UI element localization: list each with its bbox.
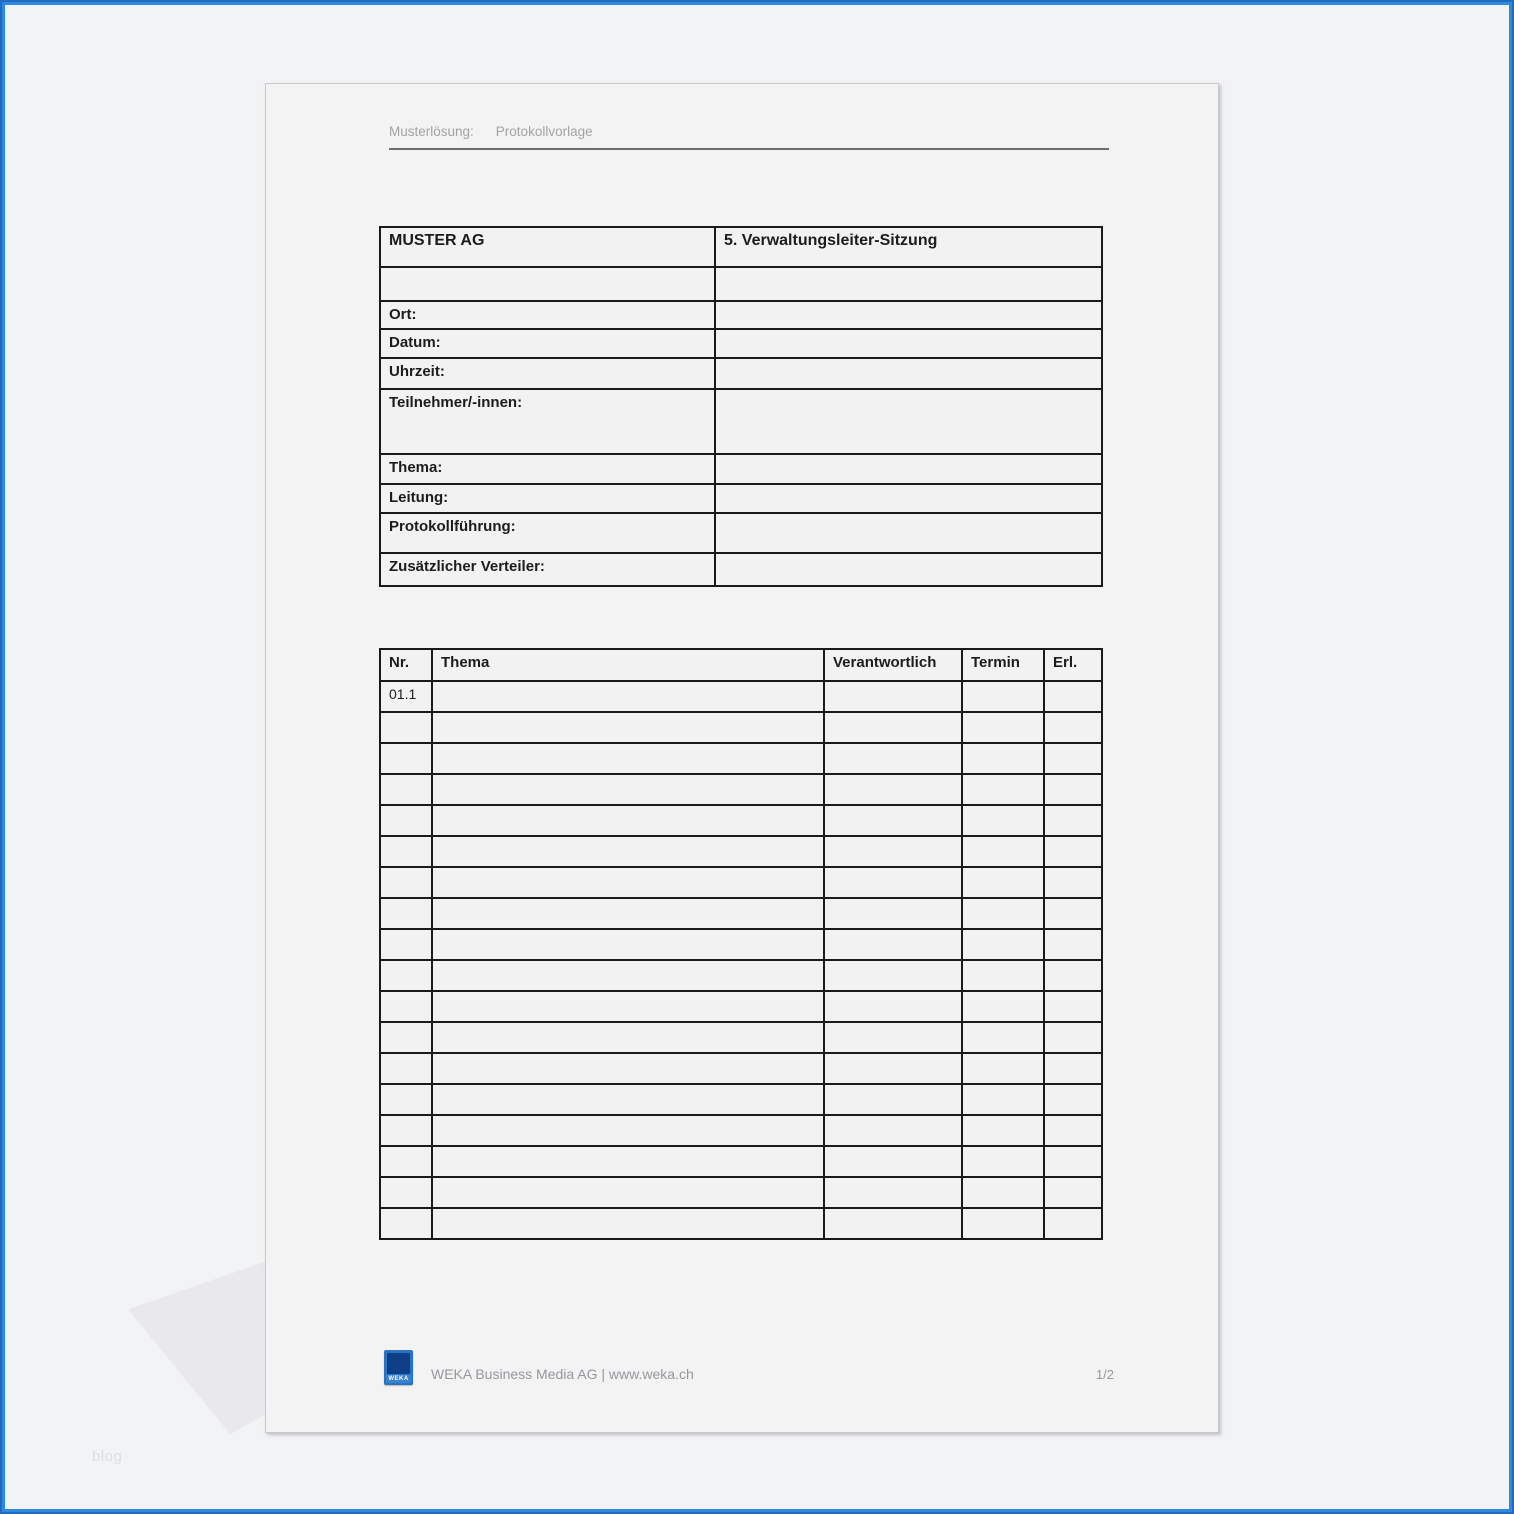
agenda-cell (824, 991, 962, 1022)
agenda-table (379, 648, 1103, 1240)
agenda-cell (432, 681, 824, 712)
agenda-cell (432, 836, 824, 867)
agenda-row (380, 805, 1102, 836)
info-table-row (380, 513, 1102, 553)
agenda-cell (1044, 929, 1102, 960)
document-page (265, 83, 1219, 1433)
agenda-cell (962, 1177, 1044, 1208)
info-row-value (715, 513, 1102, 553)
agenda-cell (824, 960, 962, 991)
agenda-cell (432, 743, 824, 774)
info-table-row (380, 267, 1102, 301)
info-row-label: Datum: (380, 329, 715, 358)
agenda-cell (432, 991, 824, 1022)
info-row-label: Protokollführung: (380, 513, 715, 553)
info-row-label (380, 267, 715, 301)
agenda-cell (432, 1053, 824, 1084)
info-table (379, 226, 1103, 587)
agenda-column-header: Erl. (1044, 649, 1102, 681)
agenda-cell (824, 743, 962, 774)
agenda-row (380, 1146, 1102, 1177)
agenda-cell (962, 1022, 1044, 1053)
info-table-row (380, 301, 1102, 329)
info-row-label: Teilnehmer/-innen: (380, 389, 715, 454)
info-table-row (380, 454, 1102, 484)
info-table-row (380, 329, 1102, 358)
agenda-cell (380, 743, 432, 774)
document-footer (384, 1350, 1114, 1385)
agenda-cell (432, 774, 824, 805)
agenda-cell (1044, 774, 1102, 805)
agenda-cell (962, 836, 1044, 867)
agenda-row (380, 1115, 1102, 1146)
agenda-cell (824, 1146, 962, 1177)
agenda-cell (1044, 1084, 1102, 1115)
info-row-value (715, 553, 1102, 586)
agenda-cell (962, 1053, 1044, 1084)
agenda-cell (432, 1084, 824, 1115)
agenda-cell (380, 1084, 432, 1115)
blog-watermark: blog (92, 1448, 123, 1465)
info-row-value (715, 389, 1102, 454)
weka-logo (384, 1350, 413, 1385)
agenda-row (380, 743, 1102, 774)
agenda-cell (824, 712, 962, 743)
agenda-row (380, 867, 1102, 898)
agenda-cell (824, 898, 962, 929)
info-table-body (380, 267, 1102, 586)
agenda-cell (824, 1177, 962, 1208)
footer-company-line: WEKA Business Media AG | www.weka.ch (431, 1366, 694, 1382)
agenda-table-body (380, 681, 1102, 1239)
agenda-cell (824, 867, 962, 898)
agenda-cell (1044, 1146, 1102, 1177)
info-row-label: Leitung: (380, 484, 715, 513)
agenda-cell (432, 867, 824, 898)
agenda-cell (1044, 1022, 1102, 1053)
agenda-cell (1044, 898, 1102, 929)
agenda-cell (380, 712, 432, 743)
agenda-cell (1044, 836, 1102, 867)
agenda-column-header: Verantwortlich (824, 649, 962, 681)
agenda-cell (380, 1146, 432, 1177)
agenda-cell (962, 1146, 1044, 1177)
agenda-cell (962, 805, 1044, 836)
agenda-cell (1044, 867, 1102, 898)
agenda-cell (824, 1022, 962, 1053)
agenda-column-header: Termin (962, 649, 1044, 681)
agenda-cell (432, 805, 824, 836)
agenda-column-header: Nr. (380, 649, 432, 681)
running-header-label: Musterlösung: (389, 124, 474, 139)
agenda-cell (824, 1208, 962, 1239)
info-row-value (715, 329, 1102, 358)
agenda-cell (1044, 681, 1102, 712)
agenda-row (380, 1177, 1102, 1208)
agenda-cell (432, 1208, 824, 1239)
agenda-cell (962, 1115, 1044, 1146)
info-row-value (715, 484, 1102, 513)
agenda-row (380, 1084, 1102, 1115)
agenda-cell (380, 805, 432, 836)
agenda-cell (962, 1084, 1044, 1115)
agenda-cell (380, 1177, 432, 1208)
meeting-title-cell: 5. Verwaltungsleiter-Sitzung (715, 227, 1102, 267)
agenda-row (380, 1022, 1102, 1053)
info-table-row (380, 484, 1102, 513)
agenda-cell (380, 898, 432, 929)
agenda-cell (962, 743, 1044, 774)
agenda-cell (380, 960, 432, 991)
info-row-label: Zusätzlicher Verteiler: (380, 553, 715, 586)
agenda-row (380, 681, 1102, 712)
footer-page-indicator: 1/2 (1095, 1367, 1114, 1382)
agenda-cell (824, 1084, 962, 1115)
agenda-cell (1044, 805, 1102, 836)
agenda-cell (824, 929, 962, 960)
info-row-value (715, 454, 1102, 484)
agenda-cell (380, 774, 432, 805)
document-running-header (389, 124, 593, 139)
agenda-cell (380, 867, 432, 898)
agenda-row (380, 898, 1102, 929)
agenda-cell (432, 960, 824, 991)
agenda-cell (824, 774, 962, 805)
agenda-cell (824, 1115, 962, 1146)
info-row-value (715, 301, 1102, 329)
agenda-cell (380, 1208, 432, 1239)
agenda-cell (962, 898, 1044, 929)
agenda-cell (1044, 991, 1102, 1022)
info-table-header-row (380, 227, 1102, 267)
agenda-cell (824, 1053, 962, 1084)
agenda-cell (962, 867, 1044, 898)
agenda-cell (962, 712, 1044, 743)
info-table-row (380, 358, 1102, 389)
agenda-cell (1044, 1177, 1102, 1208)
agenda-cell (380, 836, 432, 867)
agenda-cell (432, 712, 824, 743)
agenda-cell (962, 774, 1044, 805)
weka-logo-inner (387, 1353, 410, 1374)
page-corner-shadow (128, 1256, 266, 1434)
agenda-cell (432, 1115, 824, 1146)
agenda-row (380, 991, 1102, 1022)
agenda-row (380, 1053, 1102, 1084)
agenda-cell (1044, 960, 1102, 991)
agenda-cell (962, 1208, 1044, 1239)
agenda-cell (824, 836, 962, 867)
agenda-cell (380, 929, 432, 960)
agenda-cell (1044, 712, 1102, 743)
agenda-row (380, 836, 1102, 867)
agenda-cell (432, 898, 824, 929)
agenda-cell (380, 1115, 432, 1146)
agenda-cell (1044, 743, 1102, 774)
info-row-value (715, 358, 1102, 389)
agenda-row (380, 774, 1102, 805)
info-table-row (380, 389, 1102, 454)
agenda-row (380, 712, 1102, 743)
header-rule (389, 148, 1109, 150)
agenda-cell (432, 1177, 824, 1208)
agenda-cell (1044, 1053, 1102, 1084)
info-row-value (715, 267, 1102, 301)
agenda-header-row (380, 649, 1102, 681)
agenda-row (380, 1208, 1102, 1239)
info-table-row (380, 553, 1102, 586)
agenda-cell (824, 681, 962, 712)
info-row-label: Uhrzeit: (380, 358, 715, 389)
agenda-cell (962, 681, 1044, 712)
info-row-label: Ort: (380, 301, 715, 329)
agenda-cell (380, 991, 432, 1022)
agenda-column-header: Thema (432, 649, 824, 681)
company-name-cell: MUSTER AG (380, 227, 715, 267)
agenda-cell (1044, 1208, 1102, 1239)
agenda-cell (1044, 1115, 1102, 1146)
agenda-cell: 01.1 (380, 681, 432, 712)
agenda-cell (380, 1053, 432, 1084)
agenda-row (380, 929, 1102, 960)
agenda-cell (432, 1146, 824, 1177)
agenda-cell (962, 991, 1044, 1022)
agenda-row (380, 960, 1102, 991)
agenda-cell (962, 960, 1044, 991)
agenda-cell (432, 929, 824, 960)
agenda-cell (432, 1022, 824, 1053)
agenda-cell (380, 1022, 432, 1053)
agenda-cell (824, 805, 962, 836)
info-row-label: Thema: (380, 454, 715, 484)
weka-logo-wordmark: WEKA (386, 1375, 411, 1383)
running-header-title: Protokollvorlage (495, 124, 593, 139)
agenda-cell (962, 929, 1044, 960)
